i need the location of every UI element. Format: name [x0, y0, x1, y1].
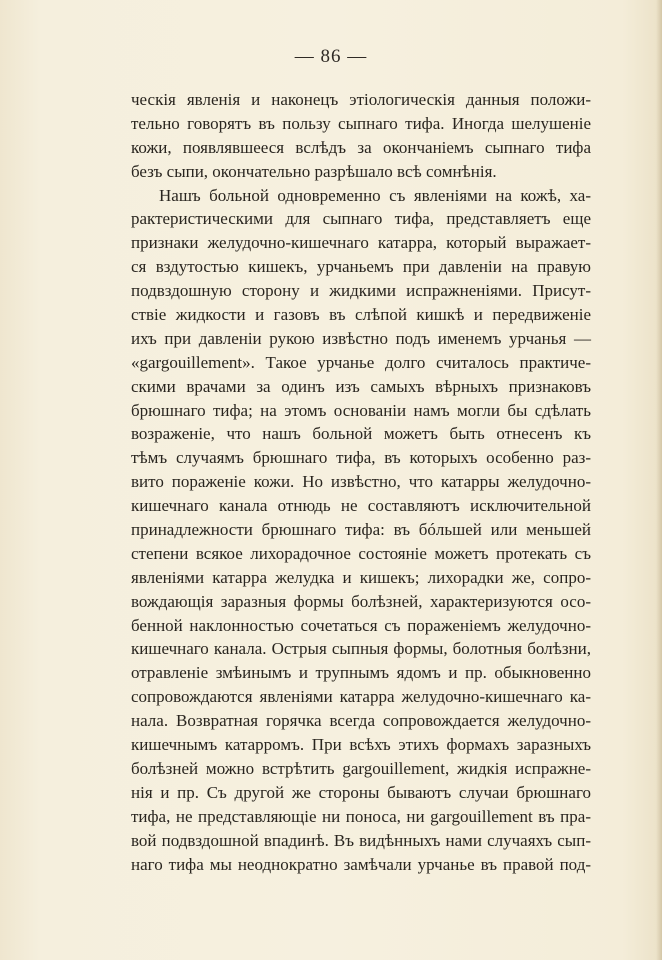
- text-line: тѣмъ случаямъ брюшнаго тифа, въ которыхъ особенно раз-: [131, 448, 591, 468]
- text-line: безъ сыпи, окончательно разрѣшало всѣ сомнѣнія.: [131, 161, 497, 181]
- text-line: признаки желудочно-кишечнаго катарра, который выражает-: [131, 233, 591, 253]
- text-line: рактеристическими для сыпнаго тифа, представляетъ еще: [131, 209, 591, 229]
- text-line: наго тифа мы неоднократно замѣчали урчанье въ правой под-: [131, 854, 591, 874]
- text-line: ческія явленія и наконецъ этіологическія данныя положи-: [131, 90, 591, 109]
- text-line: сопровождаются явленіями катарра желудочно-кишечнаго ка-: [131, 687, 591, 707]
- body-text: [131, 88, 591, 876]
- text-line: скими врачами за одинъ изъ самыхъ вѣрныхъ признаковъ: [131, 376, 591, 396]
- text-line: бенной наклонностью сочетаться съ пораженіемъ желудочно-: [131, 615, 591, 635]
- text-line: нія и пр. Съ другой же стороны бываютъ случаи брюшнаго: [131, 782, 591, 802]
- text-line: «gargouillement». Такое урчанье долго считалось практиче-: [131, 352, 591, 372]
- text-line: кожи, появлявшееся вслѣдъ за окончаніемъ сыпнаго тифа: [131, 137, 591, 157]
- text-line: болѣзней можно встрѣтить gargouillement, жидкія испражне-: [131, 758, 591, 778]
- text-line: вито пораженіе кожи. Но извѣстно, что катарры желудочно-: [131, 472, 591, 492]
- text-line: ихъ при давленіи рукою извѣстно подъ именемъ урчанья —: [131, 328, 591, 348]
- text-line: нала. Возвратная горячка всегда сопровождается желудочно-: [131, 711, 591, 731]
- text-line: принадлежности брюшнаго тифа: въ бóльшей или меньшей: [131, 520, 591, 540]
- text-line: Нашъ больной одновременно съ явленіями на кожѣ, ха-: [159, 185, 591, 205]
- text-line: вождающія заразныя формы болѣзней, характеризуются осо-: [131, 591, 591, 611]
- text-line: ся вздутостью кишекъ, урчаньемъ при давленіи на правую: [131, 257, 591, 277]
- text-line: брюшнаго тифа; на этомъ основаніи намъ могли бы сдѣлать: [131, 400, 591, 420]
- text-line: явленіями катарра желудка и кишекъ; лихорадки же, сопро-: [131, 567, 591, 587]
- text-line: возраженіе, что нашъ больной можетъ быть отнесенъ къ: [131, 424, 591, 444]
- text-line: степени всякое лихорадочное состояніе можетъ протекать съ: [131, 543, 591, 563]
- text-line: подвздошную сторону и жидкими испражненіями. Присут-: [131, 281, 591, 301]
- text-line: кишечнаго канала. Острыя сыпныя формы, болотныя болѣзни,: [131, 639, 591, 659]
- text-line: ствіе жидкости и газовъ въ слѣпой кишкѣ и передвиженіе: [131, 305, 591, 325]
- text-line: вой подвздошной впадинѣ. Въ видѣнныхъ нами случаяхъ сып-: [131, 830, 591, 850]
- text-line: тифа, не представляющіе ни поноса, ни gargouillement въ пра-: [131, 806, 591, 826]
- page-number: — 86 —: [294, 46, 368, 67]
- page-edge-shadow: [656, 0, 662, 960]
- text-line: отравленіе змѣинымъ и трупнымъ ядомъ и пр. обыкновенно: [131, 663, 591, 683]
- text-line: кишечнымъ катарромъ. При всѣхъ этихъ формахъ заразныхъ: [131, 735, 591, 755]
- text-line: кишечнаго канала отнюдь не составляютъ исключительной: [131, 496, 591, 516]
- text-line: тельно говорятъ въ пользу сыпнаго тифа. Иногда шелушеніе: [131, 113, 591, 133]
